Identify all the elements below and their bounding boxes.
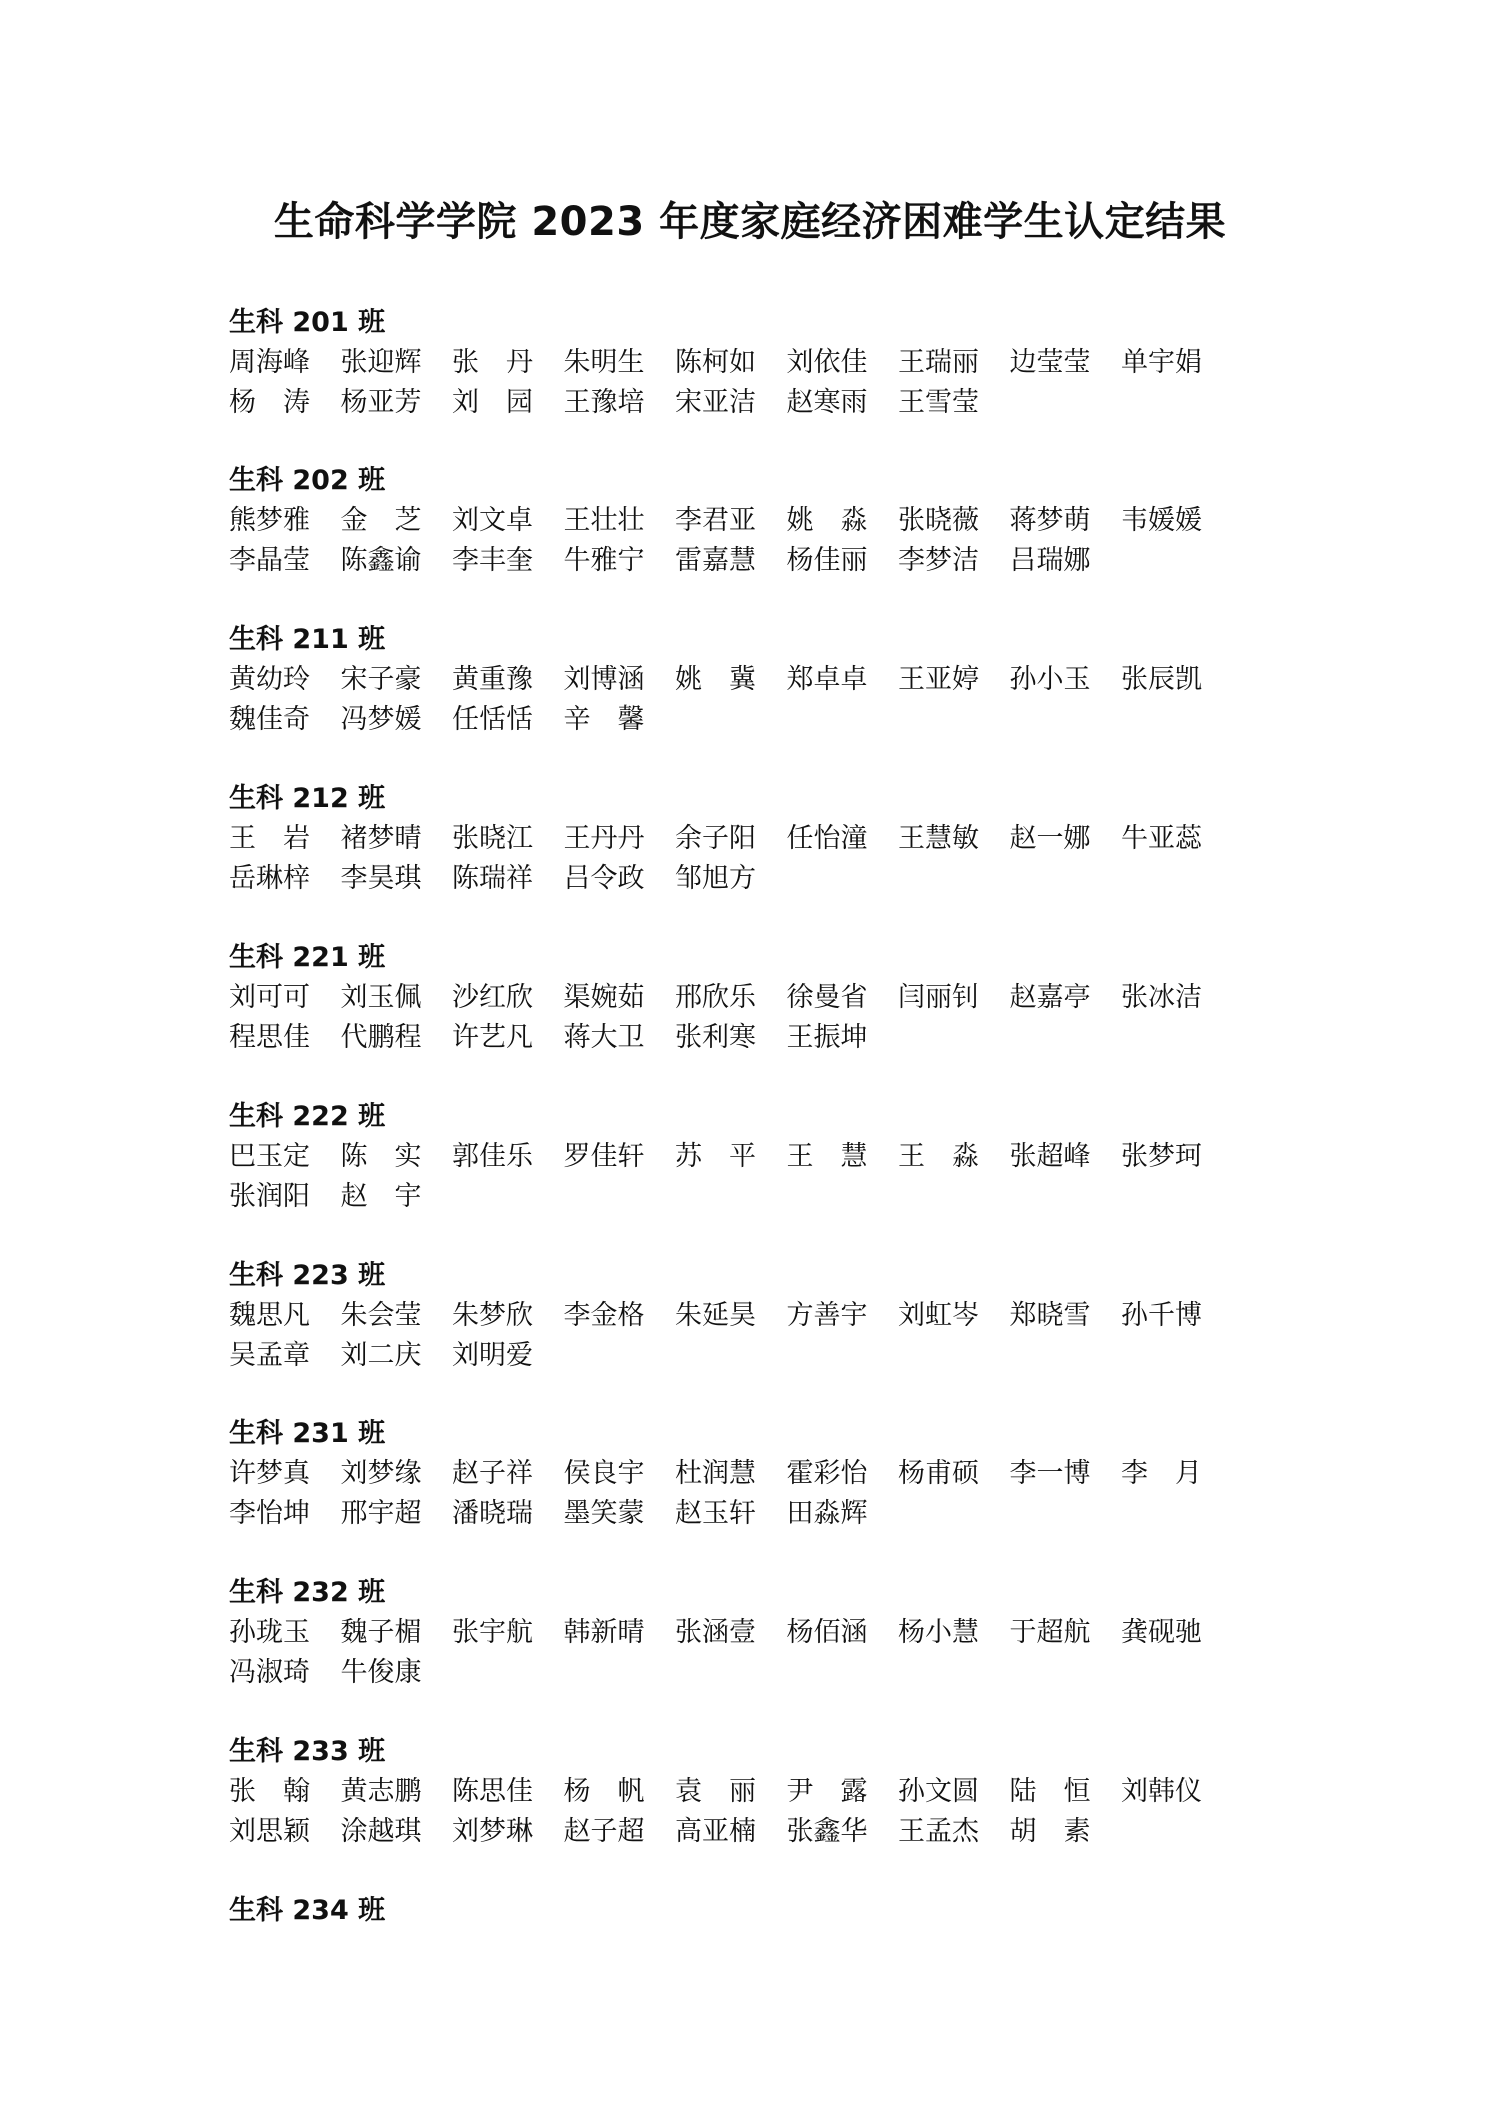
student-name: 任恬恬 (452, 704, 533, 735)
class-heading: 生科 201 班 (229, 307, 386, 338)
student-name-row (229, 1177, 1289, 1217)
student-name: 韩新晴 (563, 1617, 645, 1648)
student-name-row (229, 541, 1289, 581)
student-name: 邢宇超 (340, 1498, 422, 1529)
student-name: 侯良宇 (563, 1458, 645, 1489)
student-name: 于超航 (1009, 1617, 1091, 1648)
student-name: 朱明生 (563, 347, 645, 378)
student-name: 郑晓雪 (1009, 1300, 1091, 1331)
class-section (229, 1416, 1289, 1534)
student-name: 李怡坤 (229, 1498, 310, 1529)
student-name: 黄志鹏 (340, 1776, 422, 1807)
student-name: 吕令政 (563, 863, 645, 894)
student-name: 张宇航 (452, 1617, 533, 1648)
student-name: 刘博涵 (563, 664, 645, 695)
student-name: 杨甫硕 (898, 1458, 979, 1489)
student-name: 蒋大卫 (563, 1022, 645, 1053)
student-name: 赵 宇 (340, 1181, 422, 1212)
student-name: 魏子楣 (340, 1617, 422, 1648)
student-name: 渠婉茹 (563, 982, 645, 1013)
student-name: 郑卓卓 (786, 664, 868, 695)
student-name: 李丰奎 (452, 545, 533, 576)
student-name: 孙小玉 (1009, 664, 1091, 695)
student-name: 刘梦缘 (340, 1458, 422, 1489)
student-name: 赵子超 (563, 1816, 645, 1847)
class-section (229, 1734, 1289, 1852)
student-name: 李金格 (563, 1300, 645, 1331)
student-name: 王亚婷 (898, 664, 979, 695)
student-name: 姚 冀 (675, 664, 756, 695)
student-name: 赵子祥 (452, 1458, 533, 1489)
student-name: 潘晓瑞 (452, 1498, 533, 1529)
student-name: 王豫培 (563, 387, 645, 418)
class-section (229, 940, 1289, 1058)
student-name: 赵一娜 (1009, 823, 1091, 854)
student-name: 许艺凡 (452, 1022, 533, 1053)
student-name-row (229, 1336, 1289, 1376)
student-name: 张晓薇 (898, 505, 979, 536)
student-name: 田淼辉 (786, 1498, 868, 1529)
class-heading: 生科 211 班 (229, 624, 386, 655)
student-name: 刘二庆 (340, 1340, 422, 1371)
student-name: 刘明爱 (452, 1340, 533, 1371)
student-name: 金 芝 (340, 505, 422, 536)
student-name: 巴玉定 (229, 1141, 310, 1172)
student-name: 朱梦欣 (452, 1300, 533, 1331)
student-name: 朱会莹 (340, 1300, 422, 1331)
student-name: 雷嘉慧 (675, 545, 756, 576)
student-name: 孙珑玉 (229, 1617, 310, 1648)
student-name: 边莹莹 (1009, 347, 1091, 378)
student-name: 李晶莹 (229, 545, 310, 576)
student-name: 杨 帆 (563, 1776, 645, 1807)
student-name: 黄重豫 (452, 664, 533, 695)
student-name: 李一博 (1009, 1458, 1091, 1489)
class-heading: 生科 221 班 (229, 942, 386, 973)
student-name: 邢欣乐 (675, 982, 756, 1013)
class-heading: 生科 223 班 (229, 1260, 386, 1291)
class-section (229, 463, 1289, 581)
student-name: 余子阳 (675, 823, 756, 854)
student-name: 尹 露 (786, 1776, 868, 1807)
student-name: 张迎辉 (340, 347, 422, 378)
student-name: 熊梦雅 (229, 505, 310, 536)
student-name-row (229, 1296, 1289, 1336)
class-heading: 生科 212 班 (229, 783, 386, 814)
class-section (229, 1099, 1289, 1217)
student-name: 刘思颖 (229, 1816, 310, 1847)
student-name: 王壮壮 (563, 505, 645, 536)
student-name-row (229, 501, 1289, 541)
student-name-row (229, 1454, 1289, 1494)
class-section (229, 622, 1289, 740)
student-name: 王振坤 (786, 1022, 868, 1053)
student-name: 苏 平 (675, 1141, 756, 1172)
student-name: 冯淑琦 (229, 1657, 310, 1688)
student-name-row (229, 343, 1289, 383)
student-name: 刘可可 (229, 982, 310, 1013)
student-name-row (229, 1137, 1289, 1177)
class-section (229, 1258, 1289, 1376)
student-name-row (229, 1812, 1289, 1852)
student-name-row (229, 383, 1289, 423)
student-name: 杨佰涵 (786, 1617, 868, 1648)
student-name: 陆 恒 (1009, 1776, 1091, 1807)
student-name: 张超峰 (1009, 1141, 1091, 1172)
student-name-row (229, 1494, 1289, 1534)
student-name: 张冰洁 (1121, 982, 1202, 1013)
student-name-row (229, 1613, 1289, 1653)
student-name: 吕瑞娜 (1009, 545, 1091, 576)
student-name: 刘 园 (452, 387, 533, 418)
student-name: 辛 馨 (563, 704, 645, 735)
student-name: 孙千博 (1121, 1300, 1202, 1331)
student-name: 徐曼省 (786, 982, 868, 1013)
student-name: 张鑫华 (786, 1816, 868, 1847)
student-name: 宋子豪 (340, 664, 422, 695)
student-name: 杨小慧 (898, 1617, 979, 1648)
student-name: 张晓江 (452, 823, 533, 854)
student-name: 王丹丹 (563, 823, 645, 854)
student-name-row (229, 700, 1289, 740)
student-name: 单宇娟 (1121, 347, 1202, 378)
student-name: 王瑞丽 (898, 347, 979, 378)
student-name: 王慧敏 (898, 823, 979, 854)
student-name: 罗佳轩 (563, 1141, 645, 1172)
student-name: 魏思凡 (229, 1300, 310, 1331)
student-name: 邹旭方 (675, 863, 756, 894)
student-name: 赵嘉亭 (1009, 982, 1091, 1013)
student-name-row (229, 859, 1289, 899)
student-name-row (229, 1772, 1289, 1812)
student-name: 吴孟章 (229, 1340, 310, 1371)
student-name: 杜润慧 (675, 1458, 756, 1489)
student-name: 杨 涛 (229, 387, 310, 418)
student-name: 任怡潼 (786, 823, 868, 854)
class-heading: 生科 222 班 (229, 1101, 386, 1132)
student-name: 朱延昊 (675, 1300, 756, 1331)
student-name: 胡 素 (1009, 1816, 1091, 1847)
student-name: 龚砚驰 (1121, 1617, 1202, 1648)
student-name: 王 淼 (898, 1141, 979, 1172)
student-name: 牛亚蕊 (1121, 823, 1202, 854)
student-name: 魏佳奇 (229, 704, 310, 735)
student-name: 王 岩 (229, 823, 310, 854)
student-name: 墨笑蒙 (563, 1498, 645, 1529)
student-name: 陈 实 (340, 1141, 422, 1172)
student-name: 孙文圆 (898, 1776, 979, 1807)
student-name: 蒋梦萌 (1009, 505, 1091, 536)
student-name: 陈瑞祥 (452, 863, 533, 894)
student-name: 刘文卓 (452, 505, 533, 536)
student-name: 张利寒 (675, 1022, 756, 1053)
student-name: 刘梦琳 (452, 1816, 533, 1847)
student-name: 韦媛媛 (1121, 505, 1202, 536)
student-name: 牛雅宁 (563, 545, 645, 576)
student-name: 杨亚芳 (340, 387, 422, 418)
student-name: 张涵壹 (675, 1617, 756, 1648)
student-name: 张 丹 (452, 347, 533, 378)
student-name: 高亚楠 (675, 1816, 756, 1847)
student-name: 王雪莹 (898, 387, 979, 418)
student-name: 霍彩怡 (786, 1458, 868, 1489)
student-name: 赵寒雨 (786, 387, 868, 418)
student-name: 张梦珂 (1121, 1141, 1202, 1172)
student-name: 刘韩仪 (1121, 1776, 1202, 1807)
student-name-row (229, 978, 1289, 1018)
student-name: 张辰凯 (1121, 664, 1202, 695)
student-name: 刘虹岑 (898, 1300, 979, 1331)
student-name-row (229, 1018, 1289, 1058)
student-name: 陈鑫谕 (340, 545, 422, 576)
student-name: 杨佳丽 (786, 545, 868, 576)
page-title: 生命科学学院 2023 年度家庭经济困难学生认定结果 (273, 199, 1227, 245)
student-name: 赵玉轩 (675, 1498, 756, 1529)
student-name: 程思佳 (229, 1022, 310, 1053)
student-name: 李梦洁 (898, 545, 979, 576)
student-name-row (229, 819, 1289, 859)
student-name: 宋亚洁 (675, 387, 756, 418)
student-name: 沙红欣 (452, 982, 533, 1013)
student-name: 岳琳梓 (229, 863, 310, 894)
student-name: 李昊琪 (340, 863, 422, 894)
student-name: 陈柯如 (675, 347, 756, 378)
class-section (229, 1893, 1289, 1931)
student-name: 黄幼玲 (229, 664, 310, 695)
class-section (229, 1575, 1289, 1693)
student-name: 陈思佳 (452, 1776, 533, 1807)
class-section (229, 781, 1289, 899)
class-heading: 生科 202 班 (229, 465, 386, 496)
student-name: 王 慧 (786, 1141, 868, 1172)
student-name: 刘依佳 (786, 347, 868, 378)
student-name: 代鹏程 (340, 1022, 422, 1053)
student-name: 张 翰 (229, 1776, 310, 1807)
class-heading: 生科 232 班 (229, 1577, 386, 1608)
student-name: 王孟杰 (898, 1816, 979, 1847)
student-name: 张润阳 (229, 1181, 310, 1212)
student-name: 牛俊康 (340, 1657, 422, 1688)
student-name: 周海峰 (229, 347, 310, 378)
student-name: 李 月 (1121, 1458, 1202, 1489)
student-name: 涂越琪 (340, 1816, 422, 1847)
student-name: 褚梦晴 (340, 823, 422, 854)
student-name: 袁 丽 (675, 1776, 756, 1807)
student-name: 姚 淼 (786, 505, 868, 536)
student-name: 闫丽钊 (898, 982, 979, 1013)
student-name-row (229, 1653, 1289, 1693)
student-name: 许梦真 (229, 1458, 310, 1489)
student-name: 方善宇 (786, 1300, 868, 1331)
class-heading: 生科 233 班 (229, 1736, 386, 1767)
student-name: 刘玉佩 (340, 982, 422, 1013)
student-name: 冯梦媛 (340, 704, 422, 735)
class-section (229, 305, 1289, 423)
student-name: 李君亚 (675, 505, 756, 536)
student-name: 郭佳乐 (452, 1141, 533, 1172)
class-heading: 生科 234 班 (229, 1895, 386, 1926)
student-name-row (229, 660, 1289, 700)
class-heading: 生科 231 班 (229, 1418, 386, 1449)
